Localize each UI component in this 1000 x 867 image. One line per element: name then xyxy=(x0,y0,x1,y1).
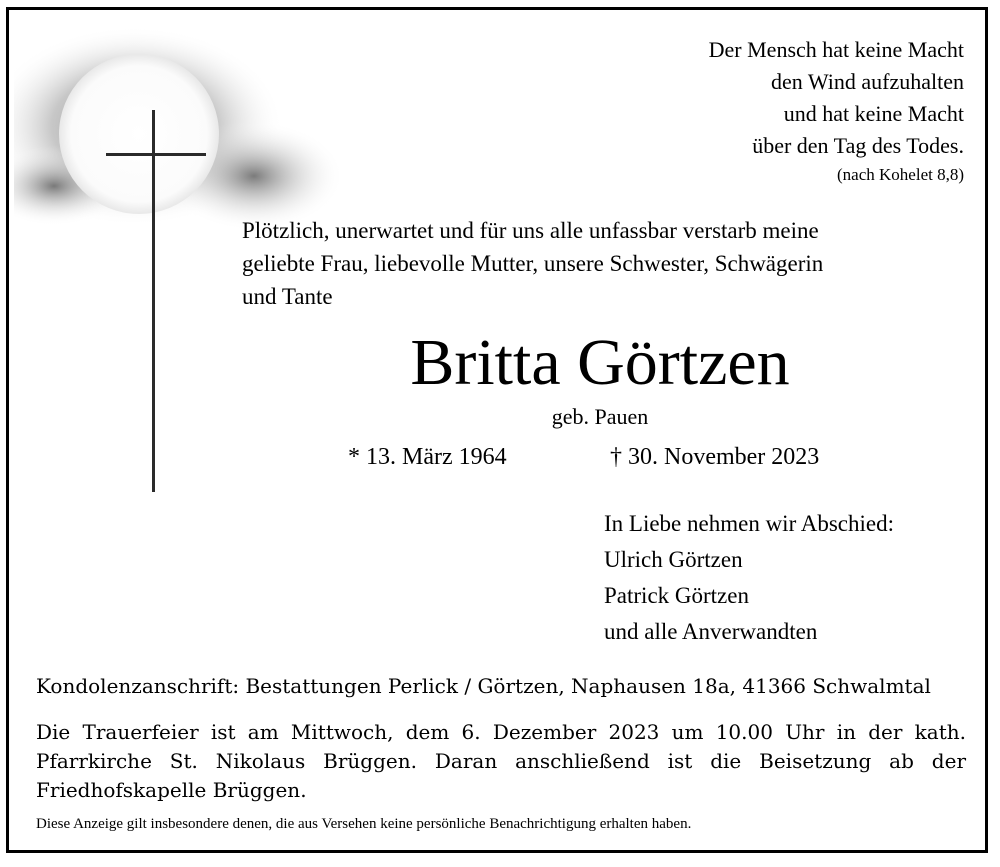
bible-verse xyxy=(709,34,964,188)
condolence-address: Kondolenzanschrift: Bestattungen Perlick / Görtzen, Naphausen 18a, 41366 Schwalmtal xyxy=(36,674,931,698)
verse-line: den Wind aufzuhalten xyxy=(771,69,964,94)
intro-text xyxy=(242,214,968,313)
verse-source: (nach Kohelet 8,8) xyxy=(837,165,964,184)
verse-line: über den Tag des Todes. xyxy=(752,133,964,158)
death-date: † 30. November 2023 xyxy=(610,444,820,470)
mourner-name: Ulrich Görtzen xyxy=(604,547,743,572)
intro-line: geliebte Frau, liebevolle Mutter, unsere Schwester, Schwägerin xyxy=(242,251,824,276)
verse-line: Der Mensch hat keine Macht xyxy=(708,37,964,62)
mourner-name: und alle Anverwandten xyxy=(604,619,818,644)
intro-line: und Tante xyxy=(242,284,333,309)
deceased-name: Britta Görtzen xyxy=(410,326,790,399)
funeral-service-info: Die Trauerfeier ist am Mittwoch, dem 6. Dezember 2023 um 10.00 Uhr in der kath. Pfarrkirche St. Nikolaus Brüggen. Daran anschließend ist die Beisetzung ab der Friedhofskapelle Brüggen. xyxy=(36,720,966,802)
verse-line: und hat keine Macht xyxy=(783,101,964,126)
birth-date: * 13. März 1964 xyxy=(348,444,507,470)
intro-line: Plötzlich, unerwartet und für uns alle unfassbar verstarb meine xyxy=(242,218,819,243)
birth-name: geb. Pauen xyxy=(551,404,649,429)
cross-vertical-beam xyxy=(152,110,155,492)
cross-horizontal-beam xyxy=(106,153,206,156)
mourner-name: Patrick Görtzen xyxy=(604,583,749,608)
mourners-block xyxy=(604,506,894,650)
mourners-heading: In Liebe nehmen wir Abschied: xyxy=(604,511,894,536)
notice-footnote: Diese Anzeige gilt insbesondere denen, die aus Versehen keine persönliche Benachrichtigung erhalten haben. xyxy=(36,816,692,832)
